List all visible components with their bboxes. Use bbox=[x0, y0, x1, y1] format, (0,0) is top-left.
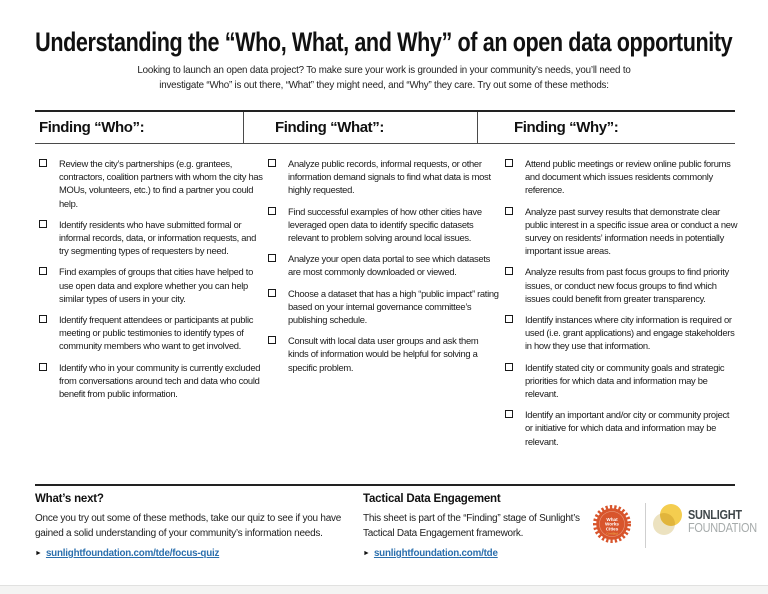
tde-link[interactable]: sunlightfoundation.com/tde bbox=[373, 548, 498, 559]
page-edge bbox=[0, 585, 768, 594]
checklist-item-text: Identify who in your community is currently excluded from conversations around tech and data who could benefit from public information. bbox=[59, 361, 261, 400]
checklist-item-text: Identify an important and/or city or community project or initiative for which data and information may be relevant. bbox=[525, 409, 730, 447]
header-underline-rule bbox=[35, 143, 735, 144]
checklist-item bbox=[505, 265, 738, 305]
tde-body: This sheet is part of the “Finding” stage of Sunlight’s Tactical Data Engagement framework. bbox=[363, 513, 580, 539]
checkbox-icon[interactable] bbox=[268, 207, 276, 215]
badge-text-line3: Cities bbox=[605, 526, 619, 532]
checklist-who bbox=[39, 157, 263, 408]
checkbox-icon[interactable] bbox=[268, 289, 276, 297]
checklist-item bbox=[39, 157, 263, 210]
checklist-item bbox=[268, 252, 501, 278]
checklist-item-text: Consult with local data user groups and ask them kinds of information would be helpful for solving a specific problem. bbox=[288, 335, 479, 373]
checklist-item bbox=[268, 287, 501, 327]
checkbox-icon[interactable] bbox=[39, 159, 47, 167]
checklist-item bbox=[39, 361, 263, 401]
checklist-item bbox=[505, 408, 738, 448]
header-cell-what bbox=[244, 112, 478, 143]
checklist-item-text: Choose a dataset that has a high “public impact” rating based on your internal governance committee’s publishing schedule. bbox=[288, 287, 499, 326]
checkbox-icon[interactable] bbox=[39, 220, 47, 228]
checklist-item-text: Review the city’s partnerships (e.g. grantees, contractors, coalition partners with whom the city has MOUs, volunteers, etc.) to find a partner you could help. bbox=[59, 158, 263, 209]
whats-next-link-row bbox=[35, 548, 219, 559]
column-header-row bbox=[35, 112, 735, 143]
checklist-what bbox=[268, 157, 501, 382]
focus-quiz-link[interactable]: sunlightfoundation.com/tde/focus-quiz bbox=[45, 548, 220, 559]
column-header-why: Finding “Why”: bbox=[514, 119, 619, 136]
checklist-why bbox=[505, 157, 738, 456]
checkbox-icon[interactable] bbox=[39, 315, 47, 323]
checklist-item-text: Find successful examples of how other cities have leveraged open data to identify specific datasets relevant to problem solving around local issues. bbox=[288, 205, 482, 244]
page-title: Understanding the “Who, What, and Why” of an open data opportunity bbox=[35, 27, 733, 57]
whats-next-heading: What’s next? bbox=[35, 493, 104, 505]
checklist-item bbox=[39, 313, 263, 353]
checklist-item-text: Analyze results from past focus groups to find priority issues, or conduct new focus groups to find which issues could benefit from greater transparency. bbox=[525, 266, 729, 304]
what-works-cities-badge-icon bbox=[592, 504, 632, 544]
footer-rule bbox=[35, 484, 735, 486]
checkbox-icon[interactable] bbox=[268, 159, 276, 167]
checklist-item bbox=[268, 334, 501, 374]
checklist-item bbox=[39, 218, 263, 258]
column-header-who: Finding “Who”: bbox=[39, 119, 145, 136]
checklist-item-text: Attend public meetings or review online public forums and document which issues residents commonly reference. bbox=[525, 158, 731, 196]
checkbox-icon[interactable] bbox=[39, 267, 47, 275]
checkbox-icon[interactable] bbox=[268, 254, 276, 262]
checklist-item bbox=[268, 157, 501, 197]
tde-link-row bbox=[363, 548, 498, 559]
logo-wordmark-sub: FOUNDATION bbox=[688, 520, 757, 535]
sunlight-circles-icon bbox=[650, 501, 690, 541]
checkbox-icon[interactable] bbox=[505, 410, 513, 418]
checklist-item-text: Analyze your open data portal to see which datasets are most commonly downloaded or viewed. bbox=[288, 253, 491, 278]
checklist-item bbox=[505, 361, 738, 401]
subtitle-line-2: investigate “Who” is out there, “What” they might need, and “Why” they care. Try out some of these methods: bbox=[159, 79, 609, 91]
checkbox-icon[interactable] bbox=[505, 315, 513, 323]
sunlight-logo-text bbox=[688, 508, 768, 534]
checklist-item bbox=[505, 205, 738, 258]
checklist-item-text: Identify stated city or community goals and strategic priorities for which data and information may be relevant. bbox=[525, 361, 725, 400]
badge-text-line2: Works bbox=[605, 521, 619, 527]
checkbox-icon[interactable] bbox=[39, 363, 47, 371]
checklist-item-text: Identify frequent attendees or participants at public meeting or public testimonies to identify types of community members who want to get involved. bbox=[59, 314, 254, 352]
column-header-what: Finding “What”: bbox=[275, 119, 384, 136]
checklist-item bbox=[505, 157, 738, 197]
header-cell-why bbox=[478, 112, 735, 143]
sunlight-foundation-logo bbox=[650, 501, 768, 541]
checkbox-icon[interactable] bbox=[505, 363, 513, 371]
subtitle-line-1: Looking to launch an open data project? To make sure your work is grounded in your community’s needs, you’ll need to bbox=[137, 64, 631, 76]
page-subtitle bbox=[0, 63, 768, 93]
header-cell-who bbox=[35, 112, 244, 143]
whats-next-body: Once you try out some of these methods, take our quiz to see if you have gained a solid understanding of your community’s information needs. bbox=[35, 513, 342, 539]
checkbox-icon[interactable] bbox=[505, 267, 513, 275]
checkbox-icon[interactable] bbox=[268, 336, 276, 344]
badge-text-line1: What bbox=[606, 516, 618, 522]
logo-wordmark: SUNLIGHT bbox=[688, 507, 742, 522]
checklist-item bbox=[505, 313, 738, 353]
checklist-item-text: Analyze past survey results that demonstrate clear public interest in a specific issue area or conduct a new survey on residents’ information needs in potentially important issue areas. bbox=[525, 205, 738, 257]
arrow-icon: ► bbox=[363, 549, 370, 557]
tde-heading: Tactical Data Engagement bbox=[363, 493, 501, 505]
footer-divider bbox=[645, 503, 646, 548]
badge-text-line4: Certified bbox=[606, 531, 618, 536]
checkbox-icon[interactable] bbox=[505, 159, 513, 167]
checklist-item bbox=[39, 265, 263, 305]
checklist-item-text: Identify instances where city information is required or used (i.e. grant applications) and engage stakeholders in how they use that information. bbox=[525, 314, 735, 352]
checklist-item-text: Analyze public records, informal requests, or other information demand signals to find what data is most highly requested. bbox=[288, 158, 491, 196]
checklist-item-text: Identify residents who have submitted formal or informal records, data, or information requests, and try segmenting types of requesters by need. bbox=[59, 218, 257, 257]
checklist-item-text: Find examples of groups that cities have helped to use open data and explore whether you can help similar types of users in your city. bbox=[59, 266, 253, 304]
arrow-icon: ► bbox=[35, 549, 42, 557]
checklist-item bbox=[268, 205, 501, 245]
checkbox-icon[interactable] bbox=[505, 207, 513, 215]
